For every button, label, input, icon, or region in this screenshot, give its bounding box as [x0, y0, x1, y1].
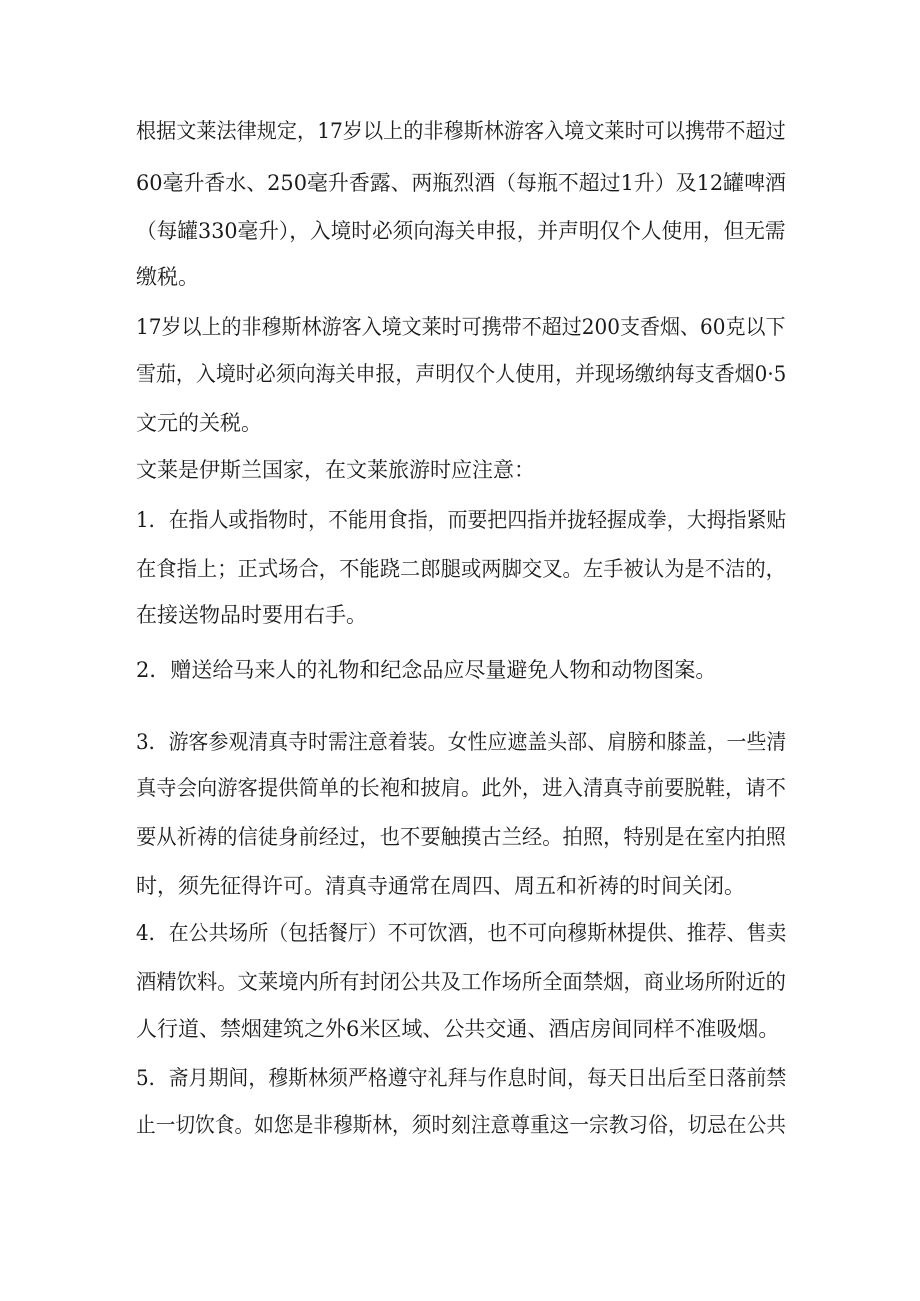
paragraph-2-line-1: 17岁以上的非穆斯林游客入境文莱时可携带不超过200支香烟、60克以下 — [136, 315, 786, 339]
item-2-line-1: 2．赠送给马来人的礼物和纪念品应尽量避免人物和动物图案。 — [136, 658, 717, 682]
item-1-line-1: 1．在指人或指物时，不能用食指，而要把四指并拢轻握成拳，大拇指紧贴 — [136, 508, 787, 532]
item-3-line-1: 3．游客参观清真寺时需注意着装。女性应遮盖头部、肩膀和膝盖，一些清 — [136, 730, 787, 754]
paragraph-1-line-3: （每罐330毫升），入境时必须向海关申报，并声明仅个人使用，但无需 — [136, 219, 786, 243]
paragraph-1-line-4: 缴税。 — [136, 265, 199, 289]
paragraph-2-line-2: 雪茄，入境时必须向海关申报，声明仅个人使用，并现场缴纳每支香烟0·5 — [136, 362, 787, 386]
item-3-line-2: 真寺会向游客提供简单的长袍和披肩。此外，进入清真寺前要脱鞋，请不 — [136, 776, 786, 800]
item-5-line-1: 5．斋月期间，穆斯林须严格遵守礼拜与作息时间，每天日出后至日落前禁 — [136, 1066, 787, 1090]
item-5-line-2: 止一切饮食。如您是非穆斯林，须时刻注意尊重这一宗教习俗，切忌在公共 — [136, 1113, 786, 1137]
item-4-line-3: 人行道、禁烟建筑之外6米区域、公共交通、酒店房间同样不准吸烟。 — [136, 1017, 780, 1041]
item-1-line-2: 在食指上；正式场合，不能跷二郎腿或两脚交叉。左手被认为是不洁的， — [136, 557, 786, 581]
paragraph-1-line-2: 60毫升香水、250毫升香露、两瓶烈酒（每瓶不超过1升）及12罐啤酒 — [136, 171, 786, 195]
paragraph-3-line-1: 文莱是伊斯兰国家，在文莱旅游时应注意： — [136, 458, 535, 482]
paragraph-2-line-3: 文元的关税。 — [136, 411, 262, 435]
item-1-line-3: 在接送物品时要用右手。 — [136, 603, 367, 627]
item-4-line-1: 4．在公共场所（包括餐厅）不可饮酒，也不可向穆斯林提供、推荐、售卖 — [136, 921, 787, 945]
item-3-line-3: 要从祈祷的信徒身前经过，也不要触摸古兰经。拍照，特别是在室内拍照 — [136, 825, 786, 849]
item-3-line-4: 时，须先征得许可。清真寺通常在周四、周五和祈祷的时间关闭。 — [136, 874, 745, 898]
item-4-line-2: 酒精饮料。文莱境内所有封闭公共及工作场所全面禁烟，商业场所附近的 — [136, 970, 786, 994]
paragraph-1-line-1: 根据文莱法律规定，17岁以上的非穆斯林游客入境文莱时可以携带不超过 — [136, 119, 786, 143]
